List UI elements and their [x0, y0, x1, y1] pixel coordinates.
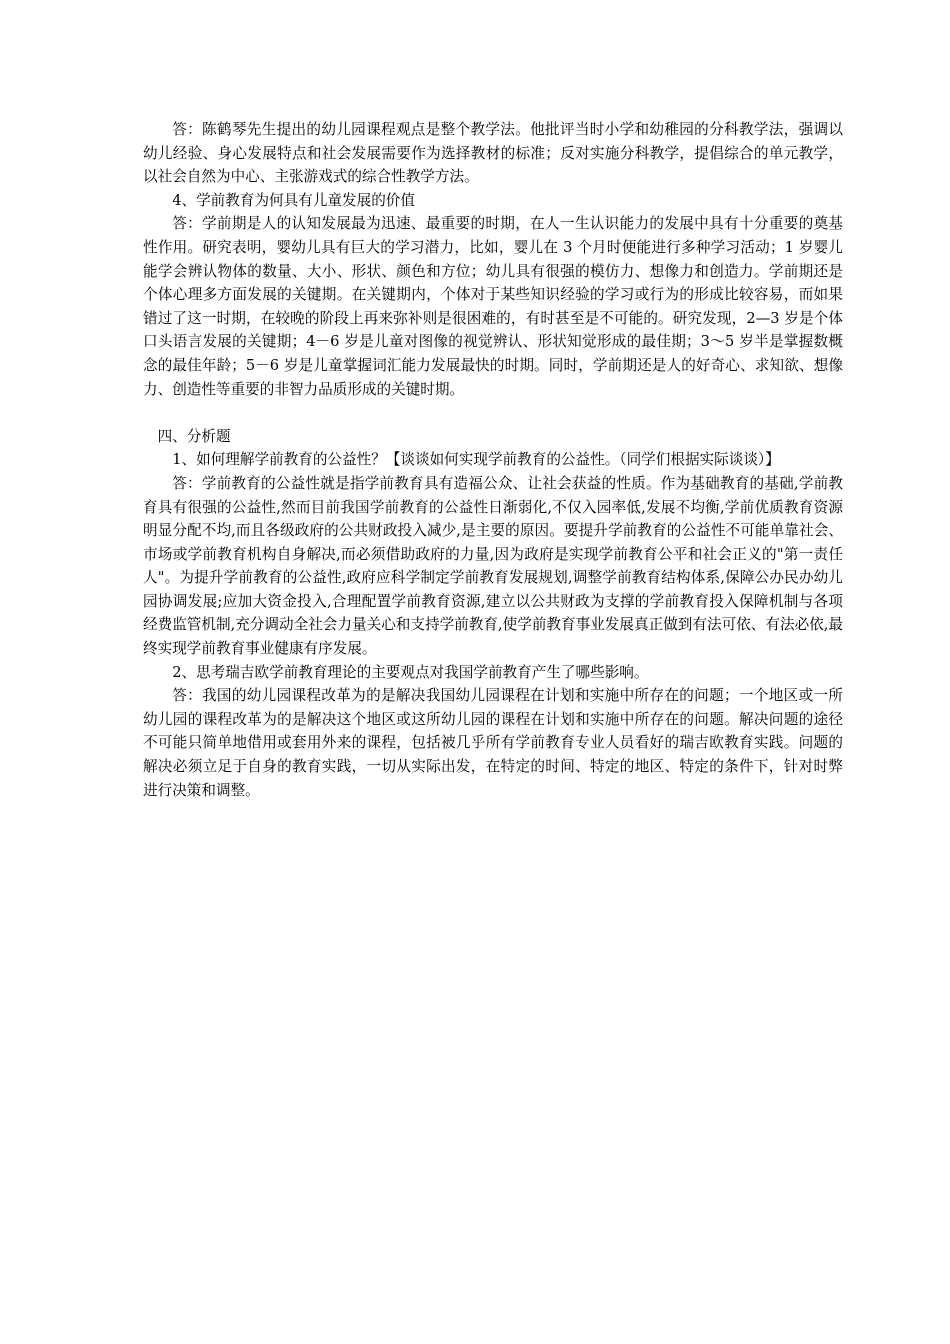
answer-paragraph-question-4: 答：学前期是人的认知发展最为迅速、最重要的时期，在人一生认识能力的发展中具有十分重要的奠基性作用。研究表明，婴幼儿具有巨大的学习潜力，比如，婴儿在 3 个月时便能进行多种学习活动；1 岁婴儿能学会辨认物体的数量、大小、形状、颜色和方位；幼儿具有很强的模仿力、想像力和创造力。学前期还是个体心理多方面发展的关键期。在关键期内，个体对于某些知识经验的学习或行为的形成比较容易，而如果错过了这一时期，在较晚的阶段上再来弥补则是很困难的，有时甚至是不可能的。研究发现，2—3 岁是个体口头语言发展的关键期；4－6 岁是儿童对图像的视觉辨认、形状知觉形成的最佳期；3～5 岁半是掌握数概念的最佳年龄；5－6 岁是儿童掌握词汇能力发展最快的时期。同时，学前期还是人的好奇心、求知欲、想像力、创造性等重要的非智力品质形成的关键时期。 [143, 215, 843, 398]
answer-paragraph-analysis-1: 答：学前教育的公益性就是指学前教育具有造福公众、让社会获益的性质。作为基础教育的基础,学前教育具有很强的公益性,然而目前我国学前教育的公益性日渐弱化,不仅入园率低,发展不均衡,学前优质教育资源明显分配不均,而且各级政府的公共财政投入减少,是主要的原因。要提升学前教育的公益性不可能单靠社会、市场或学前教育机构自身解决,而必须借助政府的力量,因为政府是实现学前教育公平和社会正义的"第一责任人"。为提升学前教育的公益性,政府应科学制定学前教育发展规划,调整学前教育结构体系,保障公办民办幼儿园协调发展;应加大资金投入,合理配置学前教育资源,建立以公共财政为支撑的学前教育投入保障机制与各项经费监管机制,充分调动全社会力量关心和支持学前教育,使学前教育事业发展真正做到有法可依、有法必依,最终实现学前教育事业健康有序发展。 [143, 474, 843, 658]
answer-paragraph-analysis-2: 答：我国的幼儿园课程改革为的是解决我国幼儿园课程在计划和实施中所存在的问题；一个地区或一所幼儿园的课程改革为的是解决这个地区或这所幼儿园的课程在计划和实施中所存在的问题。解决问题的途径不可能只简单地借用或套用外来的课程，包括被几乎所有学前教育专业人员看好的瑞吉欧教育实践。问题的解决必须立足于自身的教育实践，一切从实际出发，在特定的时间、特定的地区、特定的条件下，针对时弊进行决策和调整。 [143, 687, 843, 799]
analysis-question-1: 1、如何理解学前教育的公益性？【谈谈如何实现学前教育的公益性。（同学们根据实际谈谈）】 [172, 451, 780, 469]
section-spacer [143, 401, 843, 425]
analysis-question-2: 2、思考瑞吉欧学前教育理论的主要观点对我国学前教育产生了哪些影响。 [172, 663, 649, 681]
question-4-title: 4、学前教育为何具有儿童发展的价值 [172, 191, 415, 209]
answer-paragraph-chen-heqin: 答：陈鹤琴先生提出的幼儿园课程观点是整个教学法。他批评当时小学和幼稚园的分科教学法，强调以幼儿经验、身心发展特点和社会发展需要作为选择教材的标准；反对实施分科教学，提倡综合的单元教学，以社会自然为中心、主张游戏式的综合性教学方法。 [143, 121, 843, 186]
document-page [143, 118, 843, 802]
section-heading-analysis: 四、分析题 [157, 427, 231, 445]
